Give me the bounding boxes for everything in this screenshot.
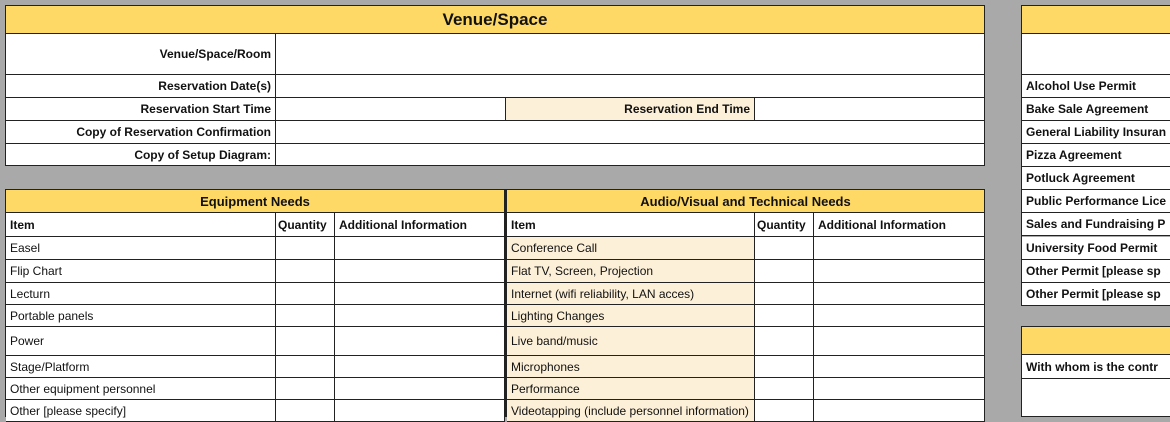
- venue-room-input[interactable]: [276, 34, 985, 75]
- permit-item: Public Performance Lice: [1022, 190, 1170, 213]
- av-title: Audio/Visual and Technical Needs: [507, 190, 985, 213]
- equipment-row-quantity-input[interactable]: [276, 378, 335, 400]
- av-col-item: Item: [507, 213, 755, 237]
- equipment-row-info-input[interactable]: [335, 260, 505, 283]
- equipment-row-item: Easel: [6, 237, 276, 260]
- equipment-row-info-input[interactable]: [335, 237, 505, 260]
- equipment-col-quantity: Quantity: [276, 213, 335, 237]
- equipment-row-info-input[interactable]: [335, 378, 505, 400]
- av-row-info-input[interactable]: [814, 283, 985, 305]
- equipment-row-info-input[interactable]: [335, 305, 505, 327]
- av-row-quantity-input[interactable]: [755, 237, 814, 260]
- permit-item: Other Permit [please sp: [1022, 283, 1170, 306]
- av-col-quantity: Quantity: [755, 213, 814, 237]
- equipment-title: Equipment Needs: [6, 190, 505, 213]
- reservation-start-label: Reservation Start Time: [6, 98, 276, 121]
- permit-item: Alcohol Use Permit: [1022, 75, 1170, 98]
- equipment-row-info-input[interactable]: [335, 356, 505, 378]
- av-row-info-input[interactable]: [814, 356, 985, 378]
- av-row-item: Microphones: [507, 356, 755, 378]
- equipment-row-item: Other [please specify]: [6, 400, 276, 422]
- av-row-quantity-input[interactable]: [755, 378, 814, 400]
- av-row-quantity-input[interactable]: [755, 260, 814, 283]
- equipment-row-info-input[interactable]: [335, 283, 505, 305]
- equipment-col-item: Item: [6, 213, 276, 237]
- permit-item: Other Permit [please sp: [1022, 260, 1170, 283]
- permits-title: [1022, 6, 1170, 34]
- equipment-row-info-input[interactable]: [335, 400, 505, 422]
- venue-room-label: Venue/Space/Room: [6, 34, 276, 75]
- av-col-info: Additional Information: [814, 213, 985, 237]
- av-row-info-input[interactable]: [814, 237, 985, 260]
- equipment-row-item: Portable panels: [6, 305, 276, 327]
- av-row-info-input[interactable]: [814, 327, 985, 356]
- equipment-row-quantity-input[interactable]: [276, 260, 335, 283]
- permit-item: Sales and Fundraising P: [1022, 213, 1170, 236]
- av-row-quantity-input[interactable]: [755, 400, 814, 422]
- av-row-item: Flat TV, Screen, Projection: [507, 260, 755, 283]
- confirmation-input[interactable]: [276, 121, 985, 144]
- contract-answer-input[interactable]: [1022, 379, 1170, 417]
- permits-blank: [1022, 34, 1170, 75]
- av-row-quantity-input[interactable]: [755, 305, 814, 327]
- av-row-info-input[interactable]: [814, 400, 985, 422]
- permit-item: Potluck Agreement: [1022, 167, 1170, 190]
- permit-item: Bake Sale Agreement: [1022, 98, 1170, 121]
- equipment-row-quantity-input[interactable]: [276, 327, 335, 356]
- equipment-row-item: Power: [6, 327, 276, 356]
- equipment-row-info-input[interactable]: [335, 327, 505, 356]
- reservation-date-input[interactable]: [276, 75, 985, 98]
- setup-diagram-label: Copy of Setup Diagram:: [6, 144, 276, 166]
- av-row-quantity-input[interactable]: [755, 327, 814, 356]
- reservation-start-input[interactable]: [276, 98, 506, 121]
- equipment-row-quantity-input[interactable]: [276, 305, 335, 327]
- reservation-end-label: Reservation End Time: [506, 98, 755, 121]
- permit-item: University Food Permit: [1022, 237, 1170, 260]
- equipment-row-quantity-input[interactable]: [276, 237, 335, 260]
- equipment-row-quantity-input[interactable]: [276, 283, 335, 305]
- equipment-row-item: Stage/Platform: [6, 356, 276, 378]
- av-row-item: Internet (wifi reliability, LAN acces): [507, 283, 755, 305]
- av-row-item: Lighting Changes: [507, 305, 755, 327]
- av-row-quantity-input[interactable]: [755, 283, 814, 305]
- reservation-date-label: Reservation Date(s): [6, 75, 276, 98]
- av-row-info-input[interactable]: [814, 378, 985, 400]
- equipment-row-item: Lecturn: [6, 283, 276, 305]
- contract-question: With whom is the contr: [1022, 355, 1170, 379]
- av-row-item: Live band/music: [507, 327, 755, 356]
- reservation-end-input[interactable]: [755, 98, 985, 121]
- av-row-quantity-input[interactable]: [755, 356, 814, 378]
- equipment-row-quantity-input[interactable]: [276, 356, 335, 378]
- equipment-row-quantity-input[interactable]: [276, 400, 335, 422]
- confirmation-label: Copy of Reservation Confirmation: [6, 121, 276, 144]
- permit-item: Pizza Agreement: [1022, 144, 1170, 167]
- equipment-row-item: Flip Chart: [6, 260, 276, 283]
- av-row-info-input[interactable]: [814, 260, 985, 283]
- venue-title: Venue/Space: [6, 6, 985, 34]
- av-row-info-input[interactable]: [814, 305, 985, 327]
- av-row-item: Performance: [507, 378, 755, 400]
- av-row-item: Videotapping (include personnel information): [507, 400, 755, 422]
- permit-item: General Liability Insuran: [1022, 121, 1170, 144]
- equipment-row-item: Other equipment personnel: [6, 378, 276, 400]
- av-row-item: Conference Call: [507, 237, 755, 260]
- setup-diagram-input[interactable]: [276, 144, 985, 166]
- equipment-col-info: Additional Information: [335, 213, 505, 237]
- contract-title: [1022, 327, 1170, 355]
